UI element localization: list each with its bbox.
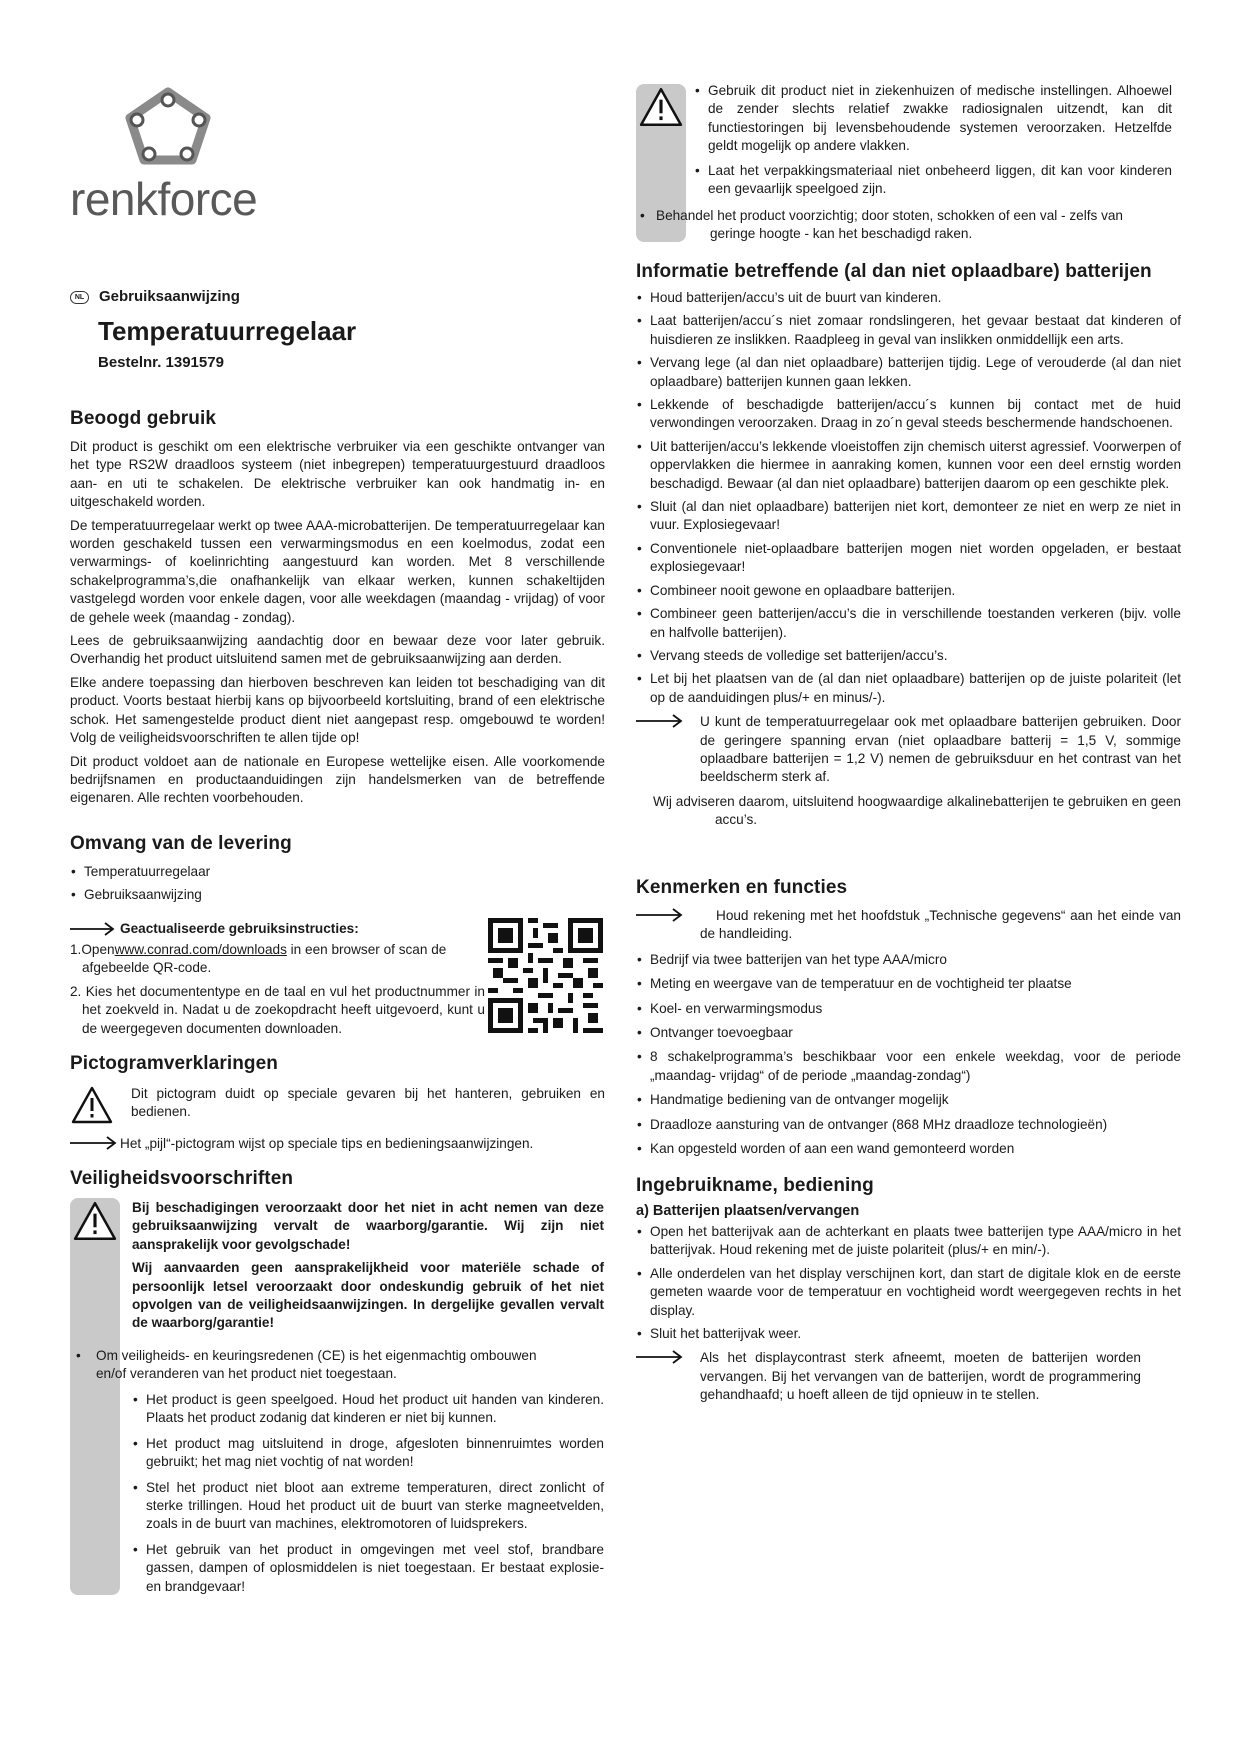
list-item: • Combineer nooit gewone en oplaadbare batterijen.	[636, 582, 1181, 600]
features-note	[636, 907, 1181, 944]
operation-note-text: Als het displaycontrast sterk afneemt, moeten de batterijen worden vervangen. Bij het vervangen van de batterijen, wordt de programmering gehandhaafd; u hoeft alleen de tijd opnieuw in te stellen.	[700, 1350, 1141, 1403]
list-item: • Draadloze aansturing van de ontvanger (868 MHz draadloze technologieën)	[636, 1116, 1181, 1134]
product-title: Temperatuurregelaar	[98, 316, 357, 346]
list-item: • Let bij het plaatsen van de (al dan niet oplaadbare) batterijen op de juiste polariteit (let op de aanduidingen plus/+ en minus/-).	[636, 670, 1181, 707]
warning-icon	[70, 1085, 114, 1125]
batteries-heading: Informatie betreffende (al dan niet oplaadbare) batterijen	[636, 261, 1152, 282]
renkforce-logo	[118, 86, 218, 166]
language-badge: NL	[70, 291, 89, 304]
list-item: • Sluit het batterijvak weer.	[636, 1325, 1181, 1343]
list-item: • Gebruik dit product niet in ziekenhuizen of medische instellingen. Alhoewel de zender slechts relatief zwakke radiosignalen uitzendt, kan dit functiestoringen bij levensbehoudende systemen veroorzaken. Hetzelfde geldt mogelijk op andere vlakken.	[694, 82, 1172, 156]
operation-section	[636, 1175, 1181, 1405]
safety-content	[132, 1199, 604, 1333]
list-item: • Temperatuurregelaar	[70, 863, 605, 881]
delivery-section	[70, 833, 605, 905]
qr-code[interactable]	[488, 918, 603, 1033]
features-heading: Kenmerken en functies	[636, 877, 848, 898]
delivery-heading: Omvang van de levering	[70, 833, 292, 854]
list-item: • Ontvanger toevoegbaar	[636, 1024, 1181, 1042]
list-item: • Gebruiksaanwijzing	[70, 886, 605, 904]
list-item: • Laat het verpakkingsmateriaal niet onbeheerd liggen, dit kan voor kinderen een gevaarlijk speelgoed zijn.	[694, 162, 1172, 199]
arrow-icon	[636, 714, 684, 728]
battery-note	[636, 713, 1181, 787]
safety-ce-text: • Om veiligheids- en keuringsredenen (CE) is het eigenmachtig ombouwen en/of veranderen van het product niet toegestaan.	[76, 1348, 537, 1382]
arrow-pictogram-text: Het „pijl“-pictogram wijst op speciale tips en bedieningsaanwijzingen.	[120, 1136, 534, 1151]
safety-sidebar	[70, 1198, 120, 1595]
updates-section	[70, 920, 485, 1038]
list-item: • Het product is geen speelgoed. Houd het product uit handen van kinderen. Plaats het product zodanig dat kinderen er niet bij kunnen.	[132, 1391, 604, 1428]
batteries-section	[636, 261, 1181, 830]
intended-use-para-5: Dit product voldoet aan de nationale en Europese wettelijke eisen. Alle voorkomende bedrijfsnamen en productaanduidingen zijn handelsmerken van de betreffende eigenaren. Alle rechten voorbehouden.	[70, 753, 605, 806]
list-item: • Lekkende of beschadigde batterijen/accu´s kunnen bij contact met de huid verwondingen veroorzaken. Draag in zo´n geval steeds beschermende handschoenen.	[636, 396, 1181, 433]
intended-use-para-4: Elke andere toepassing dan hierboven beschreven kan leiden tot beschadiging van dit product. Voorts bestaat hierbij kans op bijvoorbeeld kortsluiting, brand of een elektrische schok. Het samengestelde product dient niet aangepast resp. omgebouwd te worden! Volg de veiligheidsvoorschriften te allen tijde op!	[70, 674, 605, 746]
list-item: • Koel- en verwarmingsmodus	[636, 1000, 1181, 1018]
features-section	[636, 877, 1181, 1158]
safety-list	[132, 1391, 604, 1596]
list-item: • Open het batterijvak aan de achterkant en plaats twee batterijen type AAA/micro in het batterijvak. Houd rekening met de juiste polariteit (plus/+ en min/-).	[636, 1223, 1181, 1260]
safety-warranty-text: Bij beschadigingen veroorzaakt door het niet in acht nemen van deze gebruiksaanwijzing vervalt de waarborg/garantie. Wij zijn niet aansprakelijk voor gevolgschade!	[132, 1200, 604, 1252]
warning-pictogram-text: Dit pictogram duidt op speciale gevaren bij het hanteren, gebruiken en bedienen.	[131, 1086, 605, 1120]
intended-use-para-2: De temperatuurregelaar werkt op twee AAA-microbatterijen. De temperatuurregelaar kan worden geschakeld tussen een verwarmingsmodus en een koelmodus, zodat een verwarmings- of koelinrichting aangestuurd kan worden. Met 8 verschillende schakelprogramma’s,die onafhankelijk van elkaar werken, kunnen schakeltijden vastgelegd worden voor enkele dagen, voor alle weekdagen (maandag - vrijdag) of voor de gehele week (maandag - zondag).	[70, 517, 605, 625]
battery-note-text: U kunt de temperatuurregelaar ook met oplaadbare batterijen gebruiken. Door de geringere spanning ervan (niet oplaadbare batterij = 1,5 V, sommige oplaadbare batterijen = 1,2 V) nemen de gebruiksduur en het contrast van het beeldscherm sterk af.	[700, 714, 1181, 785]
pictograms-section	[70, 1053, 605, 1153]
safety-heading-wrap	[70, 1168, 605, 1190]
operation-heading: Ingebruikname, bediening	[636, 1175, 874, 1196]
list-item: • Kan opgesteld worden of aan een wand gemonteerd worden	[636, 1140, 1181, 1158]
brand-wordmark: renkforce	[70, 173, 258, 225]
safety-cont-last: • Behandel het product voorzichtig; door stoten, schokken of een val - zelfs van geringe hoogte - kan het beschadigd raken.	[640, 208, 1123, 242]
list-item: • Uit batterijen/accu’s lekkende vloeistoffen zijn chemisch uiterst agressief. Voorwerpen of oppervlakken die hiermee in aanraking komen, kunnen voor een deel ernstig worden beschadigd. Bewaar (al dan niet oplaadbare) batterijen daarom op een geschikte plek.	[636, 438, 1181, 493]
safety-cont-list	[694, 82, 1172, 198]
doc-type: Gebruiksaanwijzing	[99, 288, 240, 305]
arrow-icon	[70, 1136, 118, 1150]
safety-heading: Veiligheidsvoorschriften	[70, 1168, 294, 1189]
features-note-text: Houd rekening met het hoofdstuk „Technische gegevens“ aan het einde van de handleiding.	[700, 908, 1181, 942]
downloads-link[interactable]: www.conrad.com/downloads	[114, 942, 287, 957]
intended-use-heading: Beoogd gebruik	[70, 408, 217, 429]
operation-subheading: a) Batterijen plaatsen/vervangen	[636, 1203, 860, 1219]
updates-step-1: 1.Openwww.conrad.com/downloads in een browser of scan de afgebeelde QR-code.	[70, 942, 447, 976]
battery-advice: Wij adviseren daarom, uitsluitend hoogwaardige alkalinebatterijen te gebruiken en geen accu’s.	[653, 793, 1181, 828]
pictograms-heading: Pictogramverklaringen	[70, 1053, 279, 1074]
intended-use-para-1: Dit product is geschikt om een elektrische verbruiker via een geschikte ontvanger van het type RS2W draadloos systeem (niet inbegrepen) temperatuurgestuurd draadloos aan- en uti te schakelen. De elektrische verbruiker kan ook handmatig in- en uitgeschakeld worden.	[70, 439, 605, 510]
warning-icon	[72, 1200, 118, 1242]
arrow-icon	[70, 922, 116, 936]
order-number: Bestelnr. 1391579	[98, 354, 224, 371]
list-item: • Stel het product niet bloot aan extreme temperaturen, direct zonlicht of sterke trillingen. Houd het product uit de buurt van sterke magneetvelden, zoals in de buurt van machines, elektromotoren of luidsprekers.	[132, 1479, 604, 1534]
list-item: • Het gebruik van het product in omgevingen met veel stof, brandbare gassen, dampen of oplosmiddelen is niet toegestaan. Er bestaat explosie- en brandgevaar!	[132, 1541, 604, 1596]
list-item: • Bedrijf via twee batterijen van het type AAA/micro	[636, 951, 1181, 969]
warning-icon	[638, 86, 684, 128]
intended-use-section	[70, 408, 605, 808]
list-item: • Vervang lege (al dan niet oplaadbare) batterijen tijdig. Lege of verouderde (al dan niet oplaadbare) batterijen kunnen gaan lekken.	[636, 354, 1181, 391]
arrow-pictogram-row	[70, 1135, 605, 1153]
list-item: • Handmatige bediening van de ontvanger mogelijk	[636, 1091, 1181, 1109]
safety-liability-text: Wij aanvaarden geen aansprakelijkheid voor materiële schade of persoonlijk letsel veroorzaakt door ondeskundig gebruik of het niet opvolgen van de veiligheidsaanwijzingen. In dergelijke gevallen vervalt de waarborg/garantie!	[132, 1260, 604, 1331]
list-item: • 8 schakelprogramma’s beschikbaar voor een enkele weekdag, voor de periode „maandag- vrijdag“ of de periode „maandag-zondag“)	[636, 1048, 1181, 1085]
list-item: • Laat batterijen/accu´s niet zomaar rondslingeren, het gevaar bestaat dat kinderen of huisdieren ze inslikken. Raadpleeg in geval van inslikken onmiddellijk een arts.	[636, 312, 1181, 349]
operation-note	[636, 1349, 1181, 1404]
list-item: • Het product mag uitsluitend in droge, afgesloten binnenruimtes worden gebruikt; het mag niet vochtig of nat worden!	[132, 1435, 604, 1472]
list-item: • Alle onderdelen van het display verschijnen kort, dan start de digitale klok en de eerste gemeten waarde voor de temperatuur en vochtigheid wordt weergegeven rechts in het display.	[636, 1265, 1181, 1320]
list-item: • Meting en weergave van de temperatuur en de vochtigheid ter plaatse	[636, 975, 1181, 993]
list-item: • Sluit (al dan niet oplaadbare) batterijen niet kort, demonteer ze niet en werp ze niet in vuur. Explosiegevaar!	[636, 498, 1181, 535]
arrow-icon	[636, 1350, 684, 1364]
list-item: • Combineer geen batterijen/accu’s die in verschillende toestanden verkeren (bijv. volle en halfvolle batterijen).	[636, 605, 1181, 642]
safety-ce-row	[76, 1347, 556, 1384]
updates-title: Geactualiseerde gebruiksinstructies:	[120, 921, 359, 936]
list-item: • Conventionele niet-oplaadbare batterijen mogen niet worden opgeladen, er bestaat explosiegevaar!	[636, 540, 1181, 577]
arrow-icon	[636, 908, 684, 922]
list-item: • Vervang steeds de volledige set batterijen/accu’s.	[636, 647, 1181, 665]
list-item: • Houd batterijen/accu’s uit de buurt van kinderen.	[636, 289, 1181, 307]
intended-use-para-3: Lees de gebruiksaanwijzing aandachtig door en bewaar deze voor later gebruik. Overhandig het product uitsluitend samen met de gebruiksaanwijzing aan derden.	[70, 633, 605, 667]
updates-step-2: 2. Kies het documententype en de taal en vul het productnummer in het zoekveld in. Nadat u de zoekopdracht heeft uitgevoerd, kunt u de weergegeven documenten downloaden.	[70, 983, 485, 1036]
